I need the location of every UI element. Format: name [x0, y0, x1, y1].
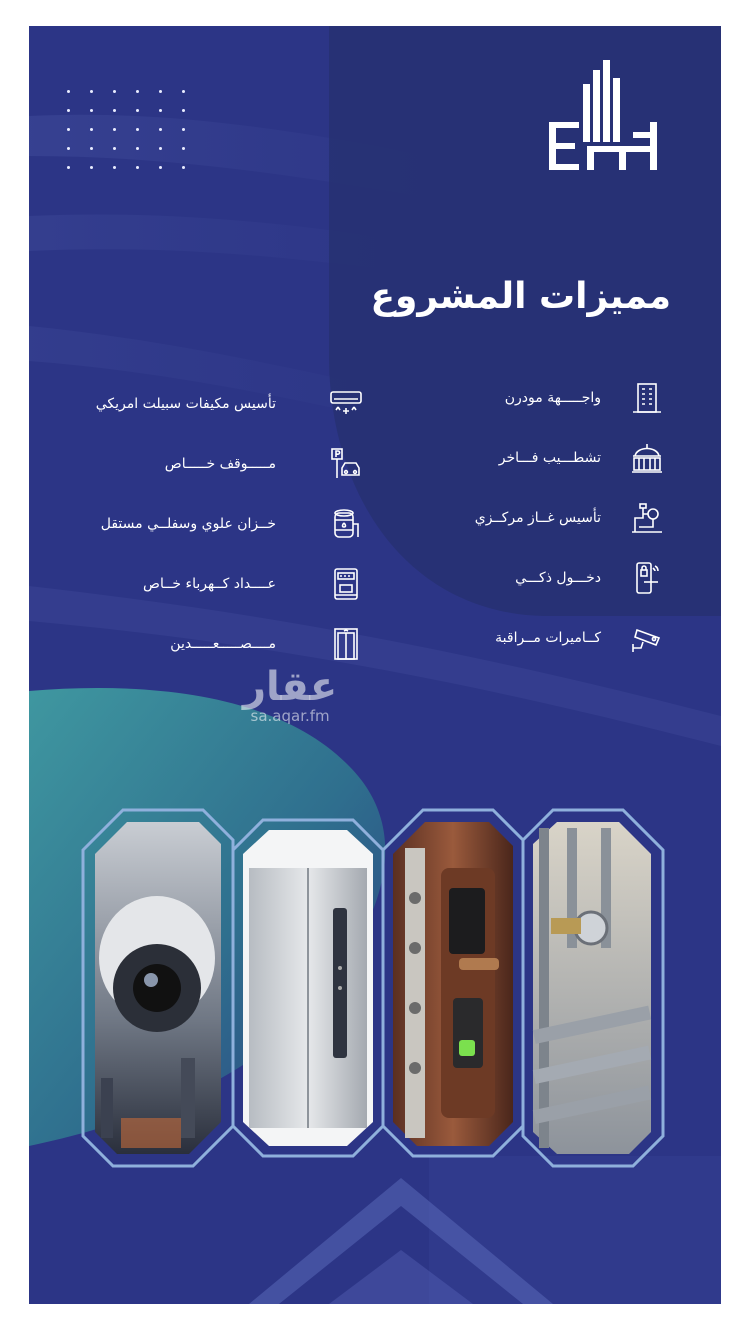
building-logo-icon — [547, 60, 663, 172]
feature-label: تشطـــيب فـــاخر — [498, 450, 601, 466]
luxury-finish-icon — [629, 440, 665, 476]
feature-label: كــاميرات مــراقبة — [495, 630, 601, 646]
feature-modern-facade — [505, 378, 665, 418]
feature-electric-meter — [143, 564, 364, 604]
feature-label: تأسيس مكيفات سبيلت امريكي — [95, 396, 276, 412]
watermark-url: sa.aqar.fm — [250, 707, 330, 725]
gas-pipe-icon — [629, 500, 665, 536]
feature-label: مـــــوقف خـــــاص — [164, 456, 276, 472]
feature-luxury-finish — [499, 438, 665, 478]
feature-label: واجـــــهة مودرن — [504, 390, 601, 406]
electric-meter-icon — [328, 566, 364, 602]
security-camera-icon — [629, 620, 665, 656]
feature-label: خــزان علوي وسفلــي مستقل — [100, 516, 276, 532]
elevator-photo — [233, 820, 383, 1156]
elevator-icon — [328, 626, 364, 662]
pipes-photo — [523, 810, 663, 1166]
building-facade-icon — [629, 380, 665, 416]
feature-label: تأسيس غــاز مركــزي — [474, 510, 601, 526]
feature-cameras — [495, 618, 665, 658]
project-features-poster — [29, 26, 721, 1304]
feature-two-elevators — [170, 624, 364, 664]
aqar-watermark — [243, 666, 337, 724]
smart-lock-photo — [383, 810, 523, 1156]
smart-lock-icon — [629, 560, 665, 596]
feature-label: دخـــول ذكـــي — [515, 570, 601, 586]
feature-water-tanks — [101, 504, 364, 544]
split-ac-icon — [328, 386, 364, 422]
feature-private-parking — [165, 444, 364, 484]
page-title: مميزات المشروع — [370, 276, 671, 317]
feature-split-ac — [96, 384, 364, 424]
decorative-dot-grid — [67, 90, 187, 174]
feature-photos-strip — [81, 808, 673, 1168]
camera-photo — [83, 810, 233, 1166]
watermark-arabic: عقار — [243, 664, 338, 710]
water-tank-icon — [328, 506, 364, 542]
feature-label: مــــصـــــعـــــدين — [170, 636, 276, 652]
feature-smart-entry — [515, 558, 665, 598]
parking-icon — [328, 446, 364, 482]
feature-central-gas — [475, 498, 665, 538]
feature-label: عــــداد كــهرباء خــاص — [143, 576, 276, 592]
